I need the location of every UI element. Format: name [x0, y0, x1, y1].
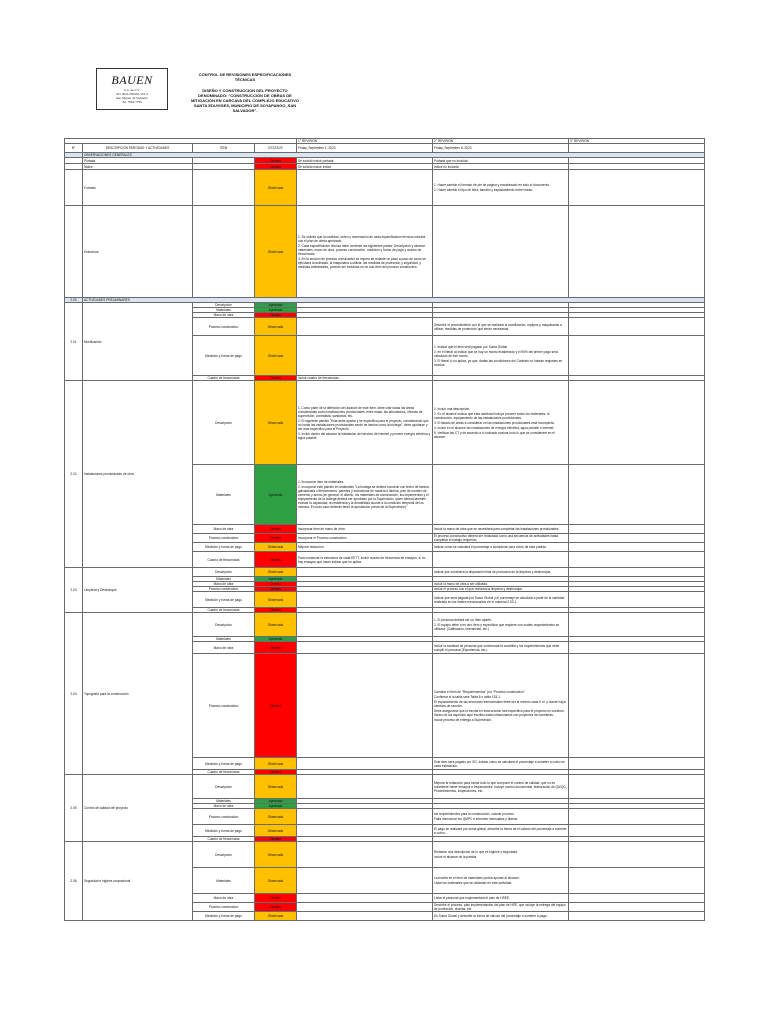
item-name: Cuadro de frecuencias — [193, 552, 255, 568]
rev1-note: Se solicitó incluir índice — [297, 164, 433, 170]
item-name: Proceso constructivo — [193, 654, 255, 758]
rev2-note: Portada que no incluida. — [433, 158, 569, 164]
item-name: Proceso constructivo — [193, 809, 255, 825]
row-label: Portada — [83, 158, 193, 164]
logo-wordmark: BAUEN — [111, 73, 153, 87]
status-badge: Aprobado — [255, 637, 297, 642]
row-label: Índice — [83, 164, 193, 170]
rev1-note: Incorporar ítem de mano de obra. — [297, 525, 433, 534]
table-row — [65, 381, 705, 465]
rev2-note: Este item será pagado por SG. Indicar como se calculará el porcentaje a someter a cobro en cada estimación. — [433, 758, 569, 770]
rev2-note: Incluir el proceso con el que realizará la limpieza y destronque. — [433, 587, 569, 592]
status-badge: Observado — [255, 825, 297, 837]
item-name: Proceso constructivo — [193, 587, 255, 592]
status-badge: Omitido — [255, 770, 297, 775]
item-name: Materiales — [193, 799, 255, 804]
item-name: Medición y forma de pago — [193, 336, 255, 376]
item-name: Descripción — [193, 613, 255, 637]
item-name: Proceso constructivo — [193, 903, 255, 912]
col-status: ESTATUS — [255, 144, 297, 153]
status-badge: Aprobado — [255, 465, 297, 525]
rev2-note: El pago se realizará por suma global, describir la forma de el cálculo del porcentaje a someter a cobro. — [434, 826, 567, 835]
item-name: Proceso constructivo — [193, 318, 255, 336]
rev1-note: 1. Se solicitó que la cantidad, orden y numeración de cada especificación técnica coincida con el plan de oferta aprobado. 2. Cada especificación técnica debe contener las siguientes partes: Descripción y alcance, materiales, mano de obra, proceso constructivo, medición y forma de pago y cuadro de frecuencias. 3. En la sección de proceso constructivo se espera se redacte un paso a paso de como se ejecutará la actividad, la maquinaria a utilizar, las medidas de protección y seguridad, y medidas ambientales, podrían ser incluidas en un sub-ítem del proceso constructivo. — [297, 206, 433, 298]
item-name: Descripción — [193, 842, 255, 868]
item-name: Descripción — [193, 568, 255, 577]
table-row — [65, 613, 705, 637]
item-number: 2.01 — [65, 303, 83, 381]
status-badge: Omitido — [255, 313, 297, 318]
status-badge: Observado — [255, 543, 297, 552]
status-badge: Observado — [255, 809, 297, 825]
status-badge: Omitido — [255, 642, 297, 654]
table-row — [65, 568, 705, 577]
status-badge: Aprobado — [255, 799, 297, 804]
rev2-note: Incluir la mano de obra que se necesitará para completar las instalaciones provisionales. — [433, 525, 569, 534]
item-name: Medición y forma de pago — [193, 758, 255, 770]
document-heading — [190, 72, 300, 113]
rev2-note: Redactar una descripción de lo que es higiene y seguridad. Incluir el alcance de la partida. — [433, 842, 569, 868]
item-name: Mano de obra — [193, 582, 255, 587]
status-badge: Omitido — [255, 582, 297, 587]
rev1-note: Se solicitó incluir portada — [297, 158, 433, 164]
status-badge: Omitido — [255, 525, 297, 534]
rev2-note: Indicar que considera la disposición final de productos de la limpieza y destronque. — [433, 568, 569, 577]
rev2-note: La escrita en el ítem de materiales podría aportar al alcance. Listar los materiales que se utilizarán en este actividad. — [433, 868, 569, 894]
logo-line: NIT 0614-280115-101-3 — [116, 92, 148, 96]
item-name: Cuadro de frecuencias — [193, 837, 255, 842]
item-name: Descripción — [193, 303, 255, 308]
section-title: ACTIVIDADES PRELIMINARES — [83, 298, 705, 303]
revisions-table — [64, 138, 705, 921]
item-name: Mano de obra — [193, 525, 255, 534]
status-badge: Omitido — [255, 164, 297, 170]
status-badge: Observado — [255, 206, 297, 298]
status-badge: Observado — [255, 868, 297, 894]
status-badge: Observado — [255, 170, 297, 206]
rev1-note: 1. Incorporar ítem de materiales. 2. Incorporar este párrafo en materiales "La bodega se deberá construir con techo de lámina galvanizada o fibrocemento, paredes y estructuras de madera o lámina, piso de mortero de cemento y arena (en general, el diseño, los materiales de construcción, los implementos y el equipamiento de la bodega deberá ser aprobado por la Supervisión, quien deberá también evaluar la capacidad, la resistencia y la durabilidad acorde a la condición temporal de los mismos. En todo caso deberán tener la aprobación previa de la Supervisión)" — [297, 465, 433, 525]
rev2-note: Incluir la cantidad de personal que conformará la cuadrilla y los requerimientos que debe cumplir el personal (Experiencia, etc.) — [433, 642, 569, 654]
item-name: Descripción — [193, 381, 255, 465]
item-name: Mano de obra — [193, 804, 255, 809]
company-logo — [96, 68, 168, 110]
item-name: Medición y forma de pago — [193, 592, 255, 608]
rev2-note: 1. Incluir una descripción. 2. En el alcance indicar que esta actividad incluye proveer todos los materiales, la construcción, equipamiento de las instalaciones provisionales. 3. El listado de áreas a considerar en las instalaciones provisionales está incompleta. 4. Incluir en el alcance las instalaciones de energía eléctrica, agua potable e internet. 5. Verificar las CT y de acuerdo a lo indicado evaluar todo lo que se consideraré en el alcance. — [433, 381, 569, 465]
rev2-note: Describir el procedimiento con el que se realizará la movilización, equipos y maquinarias a utilizar, medidas de protección que serán necesarias. — [433, 318, 569, 336]
activity-name: Movilización — [83, 303, 193, 381]
col-item: ITEM — [193, 144, 255, 153]
status-badge: Omitido — [255, 903, 297, 912]
rev2-note: los requerimientos para la construcción, colocar proceso. Falta mencionar los QMPC e informes mensuales y diarios. — [433, 809, 569, 825]
status-badge: Omitido — [255, 587, 297, 592]
table-row — [65, 206, 705, 298]
column-header-row — [65, 144, 705, 153]
item-name: Medición y forma de pago — [193, 543, 255, 552]
heading-project: DISEÑO Y CONSTRUCCION DEL PROYECTO DENOMINADO: "CONSTRUCCIÓN DE OBRAS DE MITIGACIÓN EN CARCAVA DEL COMPLEJO EDUCATIVO SANTA EDUVIGES, MUNICIPIO DE SOYAPANGO, SAN SALVADOR". — [190, 88, 299, 113]
activity-name: Seguridad e higiene ocupacional — [83, 842, 193, 921]
rev2-note: 1. El personal deberá ser un ítem aparte. 2. El equipo debe a en otro ítem y especificar que requiere con cuáles requerimientos se utilizará. (Calibración, tolerancias, etc.) — [433, 613, 569, 637]
rev3-header: 3° REVISIÓN — [569, 139, 705, 144]
status-badge: Omitido — [255, 552, 297, 568]
status-badge: Observado — [255, 842, 297, 868]
status-badge: Observado — [255, 336, 297, 376]
rev2-note: Índice no incluido. — [433, 164, 569, 170]
logo-line: Tel. 7562-7765 — [122, 100, 142, 104]
item-name: Mano de obra — [193, 894, 255, 903]
rev2-note: Indicar como se calculará el porcentaje a considerar para cobro de esta partida. — [433, 543, 569, 552]
table-row — [65, 170, 705, 206]
rev2-note: Listar el personal que implementará el plan de HSEE. — [433, 894, 569, 903]
status-badge: Omitido — [255, 608, 297, 613]
item-number: 2.04 — [65, 613, 83, 775]
col-no: N° — [65, 144, 83, 153]
status-badge: Aprobado — [255, 303, 297, 308]
status-badge: Observado — [255, 568, 297, 577]
row-label: Formato — [83, 170, 193, 206]
status-badge: Omitido — [255, 376, 297, 381]
rev2-note: Incluir la mano de obra a ser utilizada. — [433, 582, 569, 587]
item-name: Cuadro de frecuencias — [193, 376, 255, 381]
status-badge: Aprobado — [255, 577, 297, 582]
item-number: 2.03 — [65, 568, 83, 613]
status-badge: Aprobado — [255, 308, 297, 313]
rev2-date: Friday, September 8, 2023 — [433, 144, 569, 153]
item-name: Proceso constructivo — [193, 534, 255, 543]
heading-title: CONTROL DE REVISIONES ESPECIFICACIONES TÉCNICAS — [198, 72, 292, 82]
rev2-header: 2° REVISIÓN — [433, 139, 569, 144]
activity-name: Topografía para la construcción — [83, 613, 193, 775]
rev2-note: Describir el proceso, plan implementación del plan de HSE, que incluye la entrega del equipo de protección, charlas, etc. — [433, 903, 569, 912]
status-badge: Observado — [255, 318, 297, 336]
status-badge: Omitido — [255, 837, 297, 842]
status-badge: Observado — [255, 613, 297, 637]
rev2-note: Indicar que será pagada por Suma Global y el porcentaje se calculará a partir de la cantidad realizada en los límites mencionados en el numeral 2.03.1. — [433, 592, 569, 608]
item-name: Medición y forma de pago — [193, 825, 255, 837]
rev1-note: Para comenzar la estructura de cada EETT, incluir cuadro de frecuencia de ensayos, si no hay ensayos que hacer indicar que no aplica. — [297, 552, 433, 568]
table-row — [65, 842, 705, 868]
status-badge: Observado — [255, 758, 297, 770]
item-name: Mano de obra — [193, 642, 255, 654]
rev1-note: Incorporar el Proceso constructivo. — [297, 534, 433, 543]
item-name: Cuadro de frecuencias — [193, 770, 255, 775]
rev1-note: Mejorar redacción. — [297, 543, 433, 552]
activity-name: Instalaciones provisionales de obra — [83, 381, 193, 568]
rev1-date: Friday, September 1, 2023 — [297, 144, 433, 153]
item-name: Materiales — [193, 637, 255, 642]
status-badge: Aprobado — [255, 804, 297, 809]
item-number: 2.05 — [65, 775, 83, 842]
item-number: 2.06 — [65, 842, 83, 921]
status-badge: Observado — [255, 381, 297, 465]
status-badge: Omitido — [255, 158, 297, 164]
activity-name: Limpieza y Destronque — [83, 568, 193, 613]
item-name: Materiales — [193, 308, 255, 313]
item-name: Materiales — [193, 577, 255, 582]
rev2-note: 1. Indicar que el item será pagado por Suma Global. 2. en el literal a) indicar que se hay un monto establecido y el 90% del primer pago será calculado de ese monto. 3. El literal c) no aplica, ya que, dadas las condiciones del Contrato no habrán reajustes en montos. — [433, 336, 569, 376]
item-name: Medición y forma de pago — [193, 912, 255, 921]
status-badge: Omitido — [255, 894, 297, 903]
logo-line: S.A. de C.V. — [123, 88, 141, 92]
item-name: Materiales — [193, 465, 255, 525]
col-desc: DESCRIPCIÓN PARTIDAS Y ACTIVIDADES — [83, 144, 193, 153]
table-row — [65, 775, 705, 799]
row-label: Estructura — [83, 206, 193, 298]
rev2-note: El proceso constructivo deberá ser redactado como una secuencia de actividades hasta completar el trabajo requerido. — [433, 534, 569, 543]
rev1-note: Incluir cuadro de frecuencias. — [297, 376, 433, 381]
rev1-note: 1. Como parte de la definición del alcance de este ítem, debe citar todas las áreas consideradas como instalaciones provisionales, entre estas: las laboratorios, oficinas de supervisión, contratista, sanitarios, etc. 2. El siguiente párrafo "Esta debe ajustar y se especifica para el proyecto, considerando que no todas las instalaciones provisionales serán de lámina como la bodega", debe ajustarse y ser más específico para el Proyecto. 3. Incluir dentro del alcance la instalación del servicio de internet y proveer energía eléctrica y agua potable. — [297, 381, 433, 465]
status-badge: Omitido — [255, 654, 297, 758]
activity-name: Control de calidad del proyecto — [83, 775, 193, 842]
logo-line: San Miguel, El Salvador — [115, 96, 149, 100]
status-badge: Omitido — [255, 534, 297, 543]
rev2-note: 1. Hacer cambio el formato de pie de pagina y encabezado en todo el documento. 2. Hacer cambio el tipo de letra, tamaño y espaciamiento entre líneas. — [433, 170, 569, 206]
rev2-note: Es Suma Global y describir la forma de cálculo del porcentaje a someter a pago. — [433, 912, 569, 921]
item-name: Mano de obra — [193, 313, 255, 318]
rev2-note: Cambiar el ítem de "Requerimientos" por "Proceso constructivo" Confirmar si la tabla será Tabla 6 o tabla 153-1. El espaciamiento de las secciones transversales debe ser al mínimo cada 5 m. y donde haya cambios de sección. Debe asegurarse que la escrita en esta sección sea específico para el proyecto en cuestión. Varios de los aspectos aquí escritos están relacionados con proyectos de carreteras. Incluir proceso de entrega a Supervisión. — [433, 654, 569, 758]
item-name: Materiales — [193, 868, 255, 894]
rev1-header: 1° REVISIÓN — [297, 139, 433, 144]
section-number: 2.00 — [65, 298, 83, 303]
status-badge: Observado — [255, 912, 297, 921]
rev2-note: Mejorar la redacción para incluir todo lo que compone el control de calidad, que no es solamente hacer ensayos e inspecciones. Incluye control documental, elaboración de QA/QC, Procedimientos, inspecciones, etc. — [433, 775, 569, 799]
status-badge: Observado — [255, 592, 297, 608]
item-name: Descripción — [193, 775, 255, 799]
status-badge: Observado — [255, 775, 297, 799]
section-title: OBSERVACIONES GENERALES — [83, 153, 705, 158]
item-number: 2.02 — [65, 381, 83, 568]
item-name: Cuadro de frecuencias — [193, 608, 255, 613]
